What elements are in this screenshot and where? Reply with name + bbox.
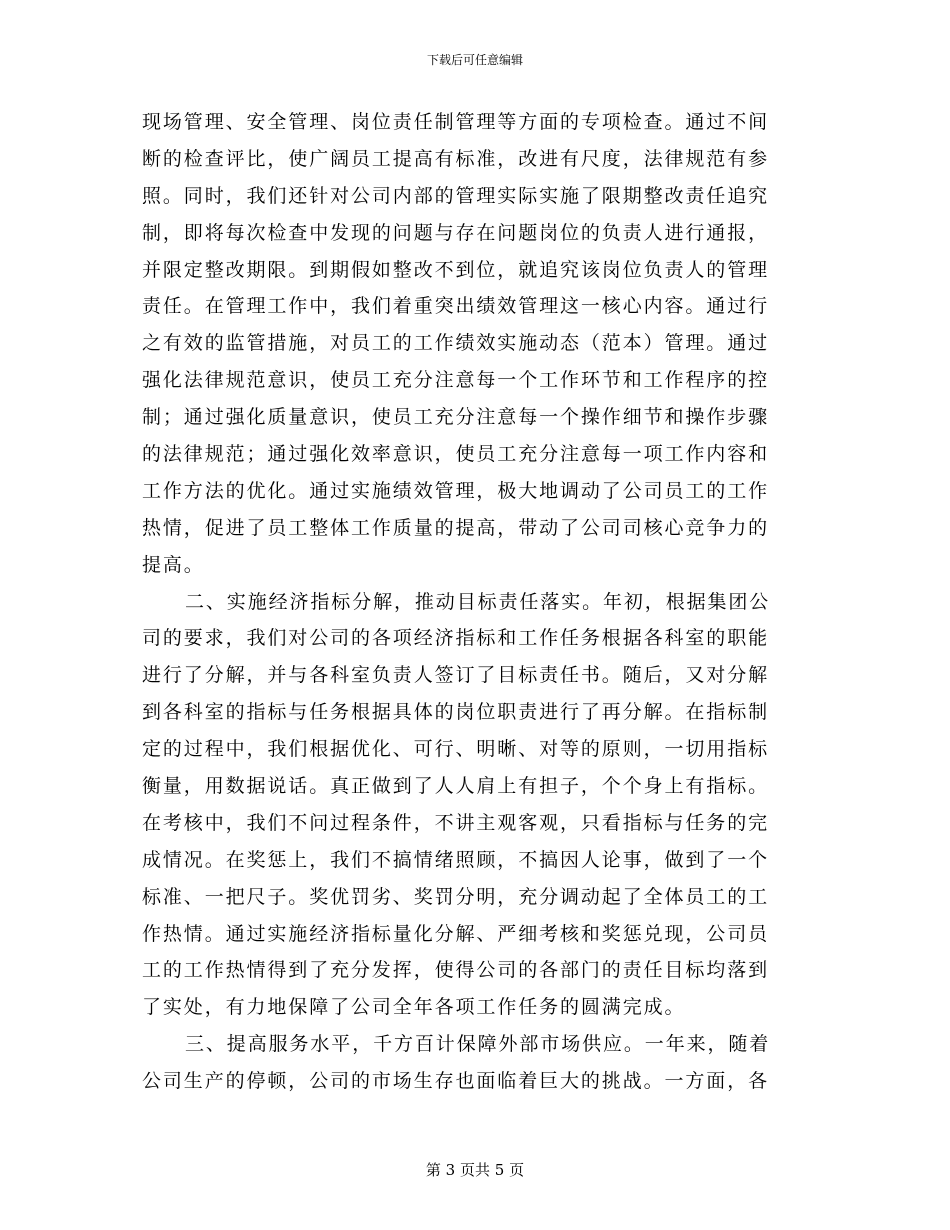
text-line: 了实处，有力地保障了公司全年各项工作任务的圆满完成。 (142, 996, 686, 1019)
text-line: 现场管理、安全管理、岗位责任制管理等方面的专项检查。通过不间 (142, 111, 770, 133)
text-line: 定的过程中，我们根据优化、可行、明晰、对等的原则，一切用指标 (142, 738, 770, 761)
text-line: 的法律规范；通过强化效率意识，使员工充分注意每一项工作内容和 (142, 443, 770, 466)
text-line: 作热情。通过实施经济指标量化分解、严细考核和奖惩兑现，公司员 (142, 922, 770, 945)
text-line: 到各科室的指标与任务根据具体的岗位职责进行了再分解。在指标制 (142, 701, 770, 724)
text-line: 标准、一把尺子。奖优罚劣、奖罚分明，充分调动起了全体员工的工 (142, 885, 770, 908)
text-line: 热情，促进了员工整体工作质量的提高，带动了公司司核心竞争力的 (142, 516, 770, 539)
text-line: 并限定整改期限。到期假如整改不到位，就追究该岗位负责人的管理 (142, 258, 770, 281)
text-line: 照。同时，我们还针对公司内部的管理实际实施了限期整改责任追究 (142, 184, 770, 207)
text-line: 三、提高服务水平，千方百计保障外部市场供应。一年来，随着 (185, 1033, 771, 1056)
text-line: 断的检查评比，使广阔员工提高有标准，改进有尺度，法律规范有参 (142, 147, 770, 170)
text-line: 责任。在管理工作中，我们着重突出绩效管理这一核心内容。通过行 (142, 295, 770, 318)
text-line: 之有效的监管措施，对员工的工作绩效实施动态（范本）管理。通过 (142, 332, 770, 355)
text-line: 提高。 (142, 553, 205, 576)
text-line: 制，即将每次检查中发现的问题与存在问题岗位的负责人进行通报， (142, 221, 770, 244)
text-line: 进行了分解，并与各科室负责人签订了目标责任书。随后，又对分解 (142, 664, 770, 687)
text-line: 制；通过强化质量意识，使员工充分注意每一个操作细节和操作步骤 (142, 406, 770, 429)
page-footer: 第 3 页共 5 页 (425, 1161, 525, 1179)
text-line: 成情况。在奖惩上，我们不搞情绪照顾，不搞因人论事，做到了一个 (142, 848, 770, 871)
document-body (142, 104, 810, 1100)
text-line: 公司生产的停顿，公司的市场生存也面临着巨大的挑战。一方面，各 (142, 1070, 770, 1093)
page-header: 下载后可任意编辑 (426, 53, 523, 67)
text-line: 强化法律规范意识，使员工充分注意每一个工作环节和工作程序的控 (142, 369, 770, 392)
text-line: 工的工作热情得到了充分发挥，使得公司的各部门的责任目标均落到 (142, 959, 770, 982)
text-line: 二、实施经济指标分解，推动目标责任落实。年初，根据集团公 (185, 590, 771, 613)
text-line: 在考核中，我们不问过程条件，不讲主观客观，只看指标与任务的完 (142, 811, 770, 834)
text-line: 司的要求，我们对公司的各项经济指标和工作任务根据各科室的职能 (142, 627, 770, 650)
text-line: 工作方法的优化。通过实施绩效管理，极大地调动了公司员工的工作 (142, 479, 770, 502)
text-line: 衡量，用数据说话。真正做到了人人肩上有担子，个个身上有指标。 (142, 775, 770, 798)
